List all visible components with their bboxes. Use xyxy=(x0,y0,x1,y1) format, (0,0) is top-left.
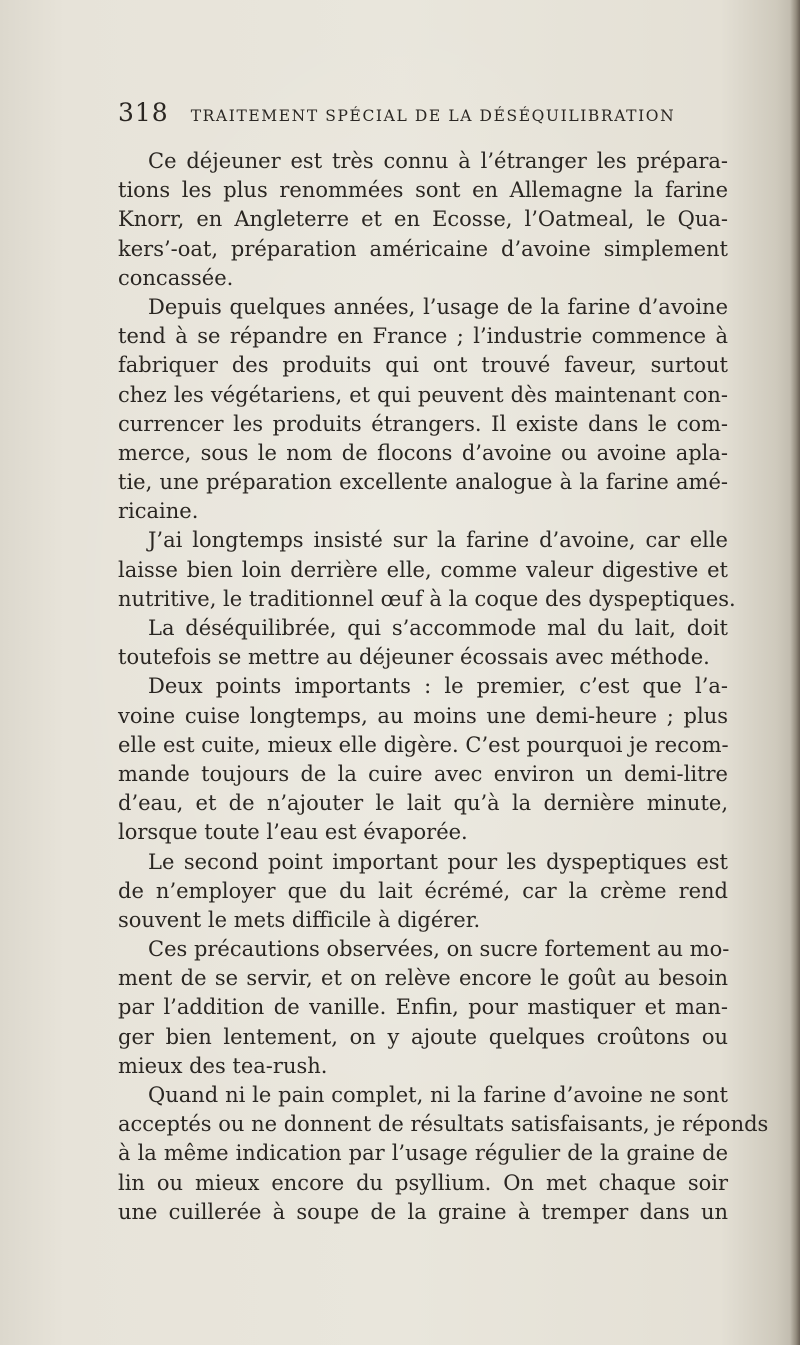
text-line: fabriquer des produits qui ont trouvé faveur, surtout xyxy=(118,353,728,378)
text-line: ricaine. xyxy=(118,499,199,524)
text-line: d’eau, et de n’ajouter le lait qu’à la dernière minute, xyxy=(118,791,728,816)
text-line: Quand ni le pain complet, ni la farine d’avoine ne sont xyxy=(148,1083,728,1107)
text-line: lorsque toute l’eau est évaporée. xyxy=(118,820,468,845)
text-line: lin ou mieux encore du psyllium. On met chaque soir xyxy=(118,1170,728,1195)
text-line: Depuis quelques années, l’usage de la farine d’avoine xyxy=(148,294,728,319)
page-header xyxy=(118,98,728,138)
text-line: elle est cuite, mieux elle digère. C’est pourquoi je recom- xyxy=(118,732,729,757)
text-line: mande toujours de la cuire avec environ un demi-litre xyxy=(118,761,728,786)
page-edge-shadow xyxy=(790,0,800,1345)
body-text xyxy=(118,147,769,1227)
text-line: merce, sous le nom de flocons d’avoine ou avoine apla- xyxy=(118,440,728,465)
text-line: de n’employer que du lait écrémé, car la crème rend xyxy=(118,878,728,903)
text-line: par l’addition de vanille. Enfin, pour mastiquer et man- xyxy=(118,995,728,1020)
text-line: laisse bien loin derrière elle, comme valeur digestive et xyxy=(118,557,728,582)
text-line: mieux des tea-rush. xyxy=(118,1053,328,1078)
text-line: concassée. xyxy=(118,265,234,290)
text-line: souvent le mets difficile à digérer. xyxy=(118,907,481,932)
running-title: TRAITEMENT SPÉCIAL DE LA DÉSÉQUILIBRATION xyxy=(190,107,676,125)
text-line: kers’-oat, préparation américaine d’avoine simplement xyxy=(118,236,728,261)
text-line: nutritive, le traditionnel œuf à la coque des dyspeptiques. xyxy=(118,586,736,611)
text-line: ger bien lentement, on y ajoute quelques croûtons ou xyxy=(118,1024,728,1049)
text-line: une cuillerée à soupe de la graine à tremper dans un xyxy=(118,1199,728,1224)
page-number: 318 xyxy=(118,98,169,127)
text-line: tie, une préparation excellente analogue à la farine amé- xyxy=(118,470,728,495)
text-line: J’ai longtemps insisté sur la farine d’avoine, car elle xyxy=(148,528,728,553)
text-line: toutefois se mettre au déjeuner écossais avec méthode. xyxy=(118,645,710,670)
text-line: Deux points importants : le premier, c’est que l’a- xyxy=(148,674,728,699)
text-line: Ces précautions observées, on sucre fortement au mo- xyxy=(148,937,730,962)
text-line: Knorr, en Angleterre et en Ecosse, l’Oatmeal, le Qua- xyxy=(118,207,728,232)
text-line: acceptés ou ne donnent de résultats satisfaisants, je réponds xyxy=(118,1112,769,1137)
text-line: voine cuise longtemps, au moins une demi-heure ; plus xyxy=(118,703,728,728)
text-line: currencer les produits étrangers. Il existe dans le com- xyxy=(118,411,728,436)
text-line: tions les plus renommées sont en Allemagne la farine xyxy=(118,178,728,203)
text-line: Ce déjeuner est très connu à l’étranger les prépara- xyxy=(148,149,728,173)
text-line: chez les végétariens, et qui peuvent dès maintenant con- xyxy=(118,382,728,407)
text-line: ment de se servir, et on relève encore le goût au besoin xyxy=(118,966,728,991)
text-line: La déséquilibrée, qui s’accommode mal du lait, doit xyxy=(148,616,728,640)
text-line: Le second point important pour les dyspeptiques est xyxy=(148,849,728,874)
text-line: à la même indication par l’usage régulier de la graine de xyxy=(118,1141,728,1166)
text-line: tend à se répandre en France ; l’industrie commence à xyxy=(118,324,728,349)
